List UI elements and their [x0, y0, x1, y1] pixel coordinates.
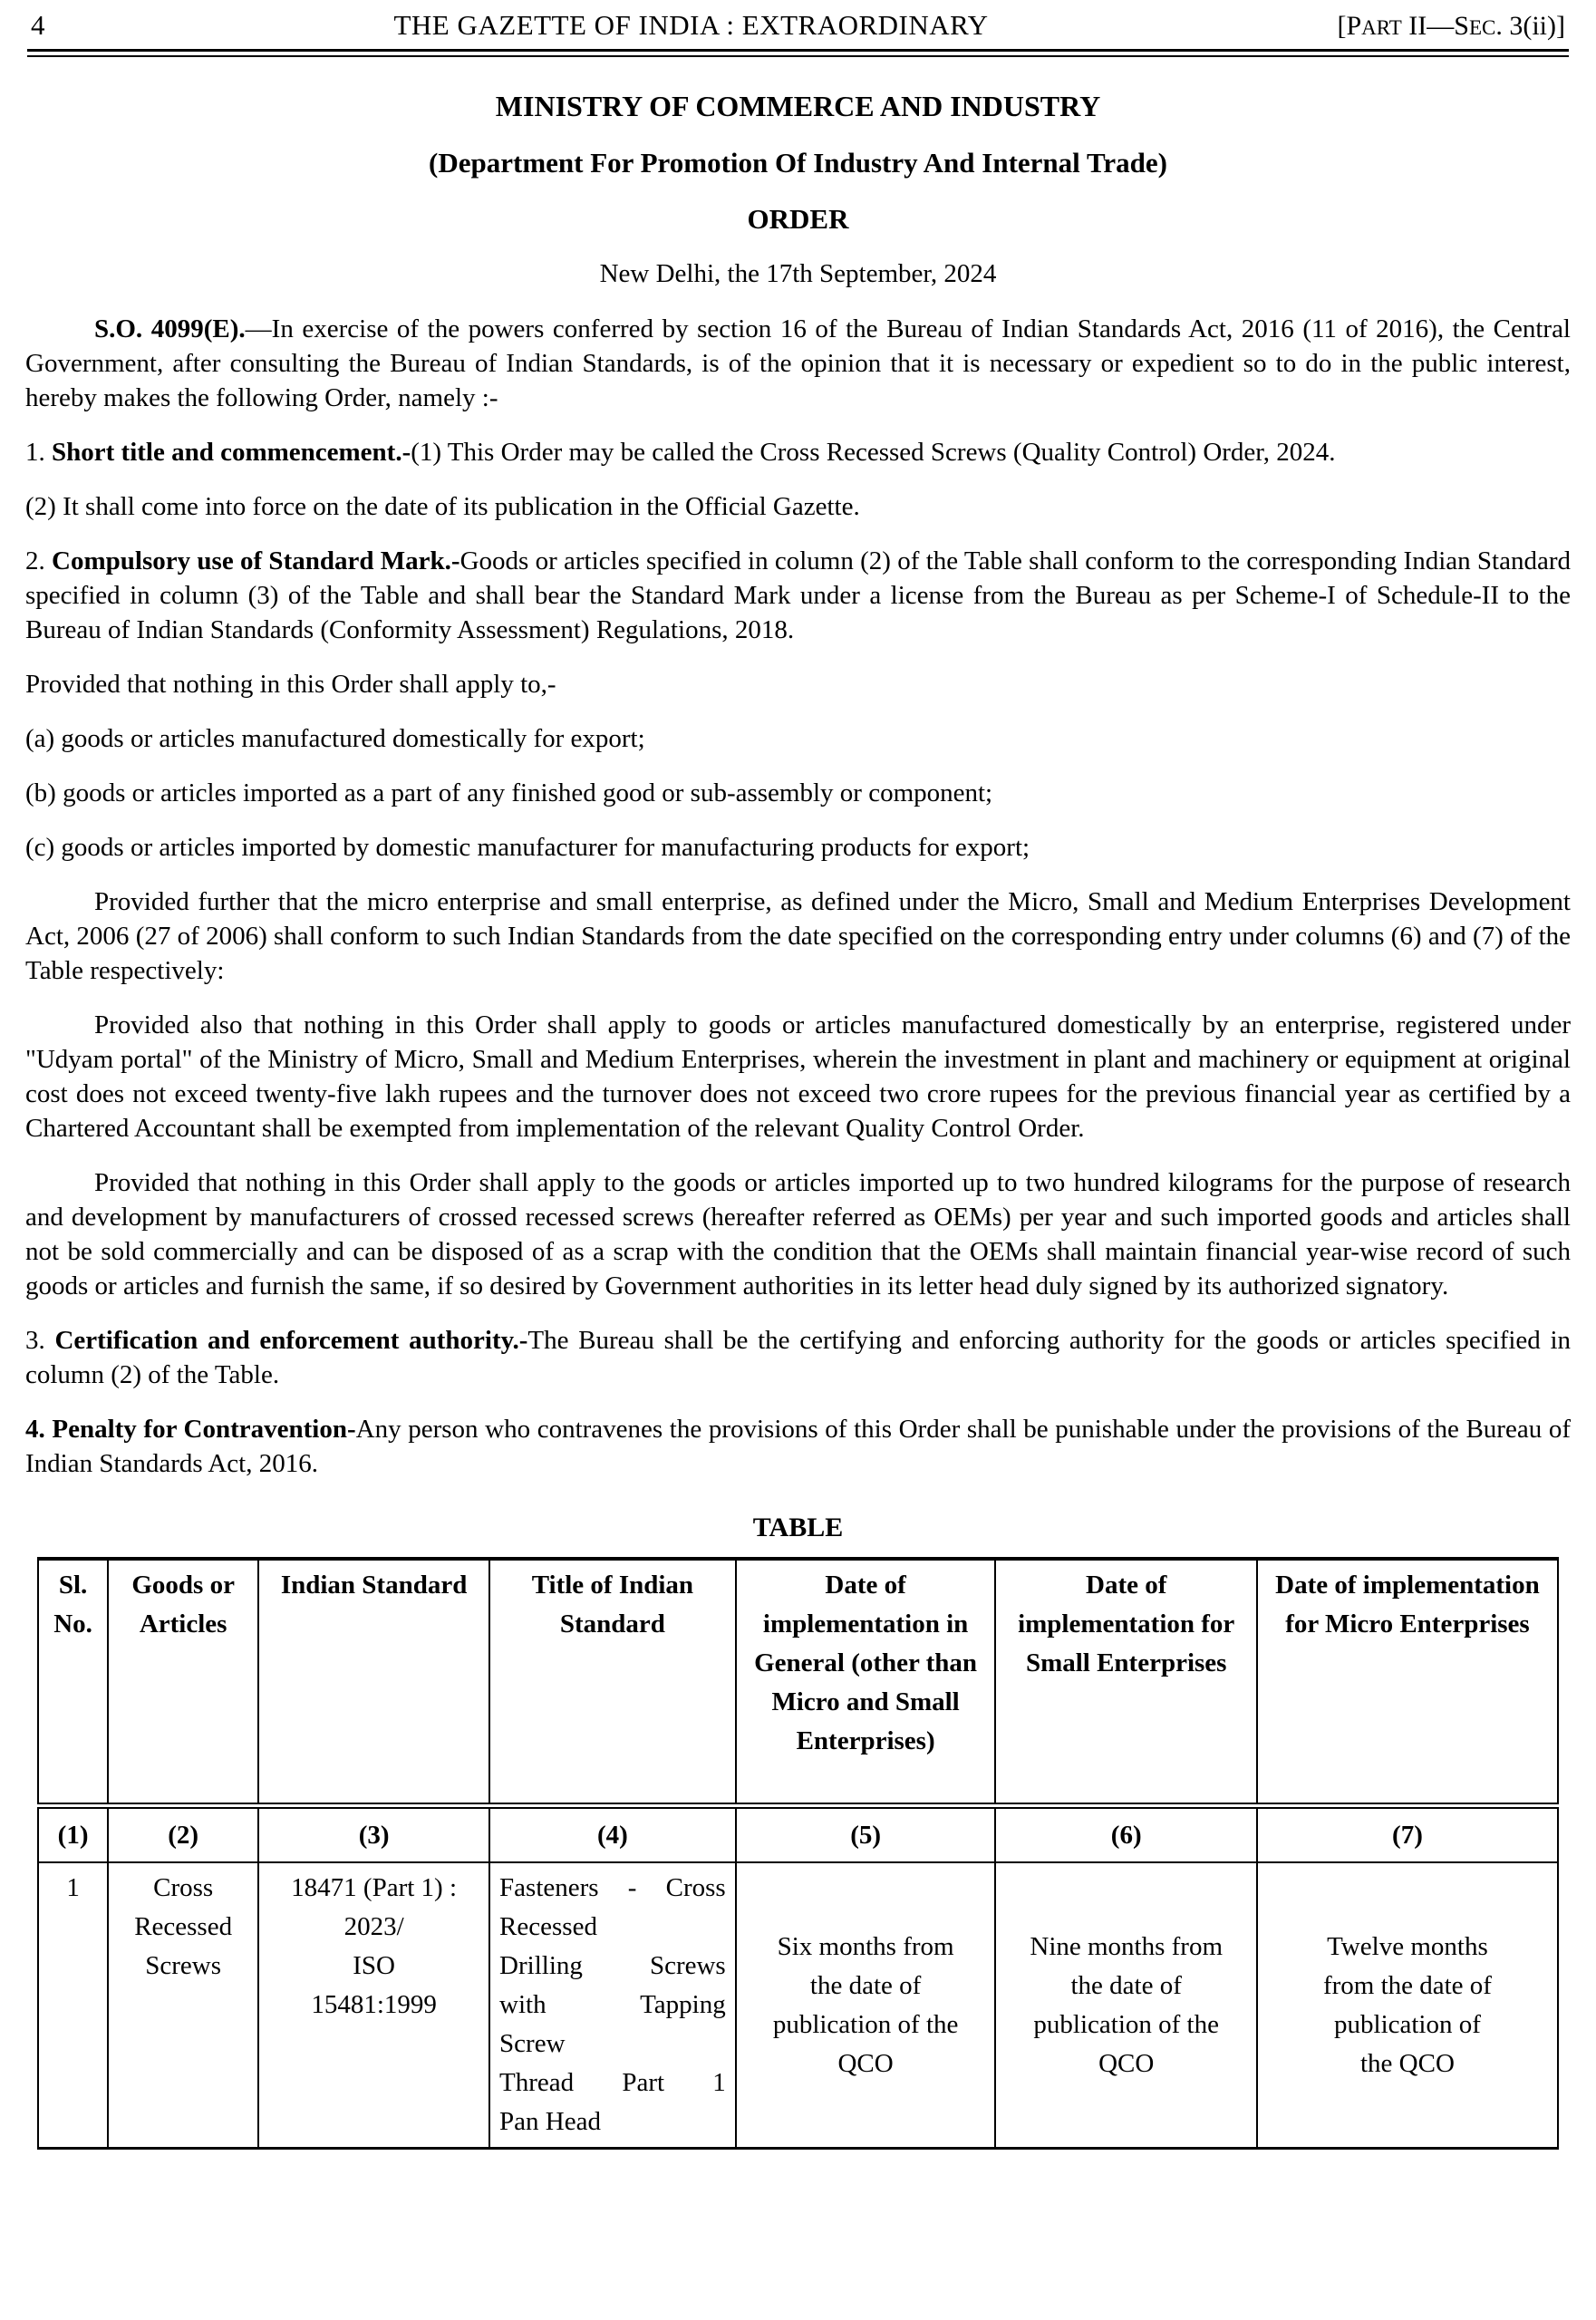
cell-line: Recessed	[499, 1912, 597, 1941]
paragraph	[25, 776, 1571, 810]
cell-line: Fasteners - Cross	[499, 1873, 726, 1902]
table-header-cell: Date of implementation for Small Enterprises	[995, 1559, 1256, 1806]
masthead	[25, 0, 1571, 49]
gazette-title: THE GAZETTE OF INDIA : EXTRAORDINARY	[393, 9, 989, 41]
table-cell	[995, 1862, 1256, 2149]
paragraph-text: (1) This Order may be called the Cross Recessed Screws (Quality Control) Order, 2024.	[411, 438, 1336, 467]
column-number-cell: (5)	[736, 1806, 996, 1863]
table-header-cell: Sl. No.	[38, 1559, 108, 1806]
paragraph-lead: Certification and enforcement authority.-	[54, 1326, 528, 1355]
paragraph-text: (b) goods or articles imported as a part of any finished good or sub-assembly or component;	[25, 778, 993, 807]
paragraph-text: (2) It shall come into force on the date of its publication in the Official Gazette.	[25, 492, 860, 521]
part-reference-text: . 3(ii)]	[1495, 11, 1565, 41]
masthead-divider-rule	[27, 49, 1569, 57]
cell-line: QCO	[1098, 2048, 1155, 2078]
document-body	[25, 312, 1571, 1481]
column-number-cell: (3)	[258, 1806, 489, 1863]
table-cell	[258, 1862, 489, 2149]
cell-line: ISO	[353, 1951, 395, 1980]
paragraph-text: Provided that nothing in this Order shall apply to,-	[25, 670, 556, 699]
paragraph-lead: Short title and commencement.-	[52, 438, 411, 467]
paragraph-lead: Compulsory use of Standard Mark.-	[52, 546, 460, 575]
table-cell	[489, 1862, 736, 2149]
paragraph-text: —In exercise of the powers conferred by section 16 of the Bureau of Indian Standards Act, 2016 (11 of 2016), the Central Government, after consulting the Bureau of Indian Standards, is of the opinion that it is necessary or expedient so to do in the public interest, hereby makes the following Order, namely :-	[25, 314, 1571, 412]
cell-line: 18471 (Part 1) :	[291, 1873, 458, 1902]
paragraph	[25, 721, 1571, 756]
cell-line: Recessed	[134, 1912, 233, 1941]
table-cell	[108, 1862, 258, 2149]
cell-line: QCO	[837, 2048, 894, 2078]
cell-line: the QCO	[1360, 2048, 1455, 2078]
paragraph	[25, 435, 1571, 469]
cell-line: 2023/	[343, 1912, 404, 1941]
part-reference-text: II—S	[1401, 11, 1469, 41]
paragraph-text: (a) goods or articles manufactured domestically for export;	[25, 724, 645, 753]
column-number-cell: (1)	[38, 1806, 108, 1863]
cell-line: Cross	[153, 1873, 214, 1902]
table-cell	[1257, 1862, 1558, 2149]
paragraph	[25, 884, 1571, 988]
table-body	[38, 1862, 1558, 2149]
column-number-cell: (6)	[995, 1806, 1256, 1863]
paragraph	[25, 312, 1571, 415]
paragraph-lead: 4. Penalty for Contravention-	[25, 1415, 356, 1444]
cell-line: publication of the	[1033, 2009, 1219, 2039]
cell-line: publication of the	[772, 2009, 959, 2039]
dateline: New Delhi, the 17th September, 2024	[599, 259, 997, 288]
cell-line: Screw	[499, 2029, 566, 2058]
part-reference-smallcaps: ART	[1361, 16, 1402, 39]
paragraph-number: 1.	[25, 438, 52, 467]
paragraph-number: 2.	[25, 546, 53, 575]
paragraph	[25, 830, 1571, 865]
department-title: (Department For Promotion Of Industry And Internal Trade)	[429, 147, 1167, 179]
table-header-cell: Title of Indian Standard	[489, 1559, 736, 1806]
cell-line: with Tapping	[499, 1990, 726, 2019]
table-header-cell: Date of implementation for Micro Enterprises	[1257, 1559, 1558, 1806]
paragraph-text: The Bureau shall be the certifying and enforcing authority for the goods or articles specified in column (2) of the Table.	[25, 1326, 1571, 1389]
cell-line: publication of	[1334, 2009, 1481, 2039]
cell-line: Twelve months	[1327, 1931, 1488, 1961]
table-header-row	[38, 1559, 1558, 1806]
paragraph-text: Provided also that nothing in this Order shall apply to goods or articles manufactured domestically by an enterprise, registered under "Udyam portal" of the Ministry of Micro, Small and Medium Enterprises, wherein the investment in plant and machinery or equipment at original cost does not exceed twenty-five lakh rupees and the turnover does not exceed two crore rupees for the previous financial year as certified by a Chartered Accountant shall be exempted from implementation of the relevant Quality Control Order.	[25, 1010, 1571, 1143]
paragraph	[25, 667, 1571, 701]
column-number-cell: (7)	[1257, 1806, 1558, 1863]
cell-line: Six months from	[777, 1931, 954, 1961]
paragraph-text: Provided that nothing in this Order shall apply to the goods or articles imported up to two hundred kilograms for the purpose of research and development by manufacturers of crossed recessed screws (hereafter referred as OEMs) per year and such imported goods and articles shall not be sold commercially and can be disposed of as a scrap with the condition that the OEMs shall maintain financial year-wise record of such goods or articles and furnish the same, if so desired by Government authorities in its letter head duly signed by its authorized signatory.	[25, 1168, 1571, 1300]
cell-line: Thread Part 1	[499, 2068, 726, 2097]
paragraph-text: Provided further that the micro enterprise and small enterprise, as defined under the Micro, Small and Medium Enterprises Development Act, 2006 (27 of 2006) shall conform to such Indian Standards from the date specified on the corresponding entry under columns (6) and (7) of the Table respectively:	[25, 887, 1571, 985]
paragraph	[25, 544, 1571, 647]
part-reference	[1337, 11, 1565, 42]
cell-line: Screws	[145, 1951, 222, 1980]
column-number-row	[38, 1806, 1558, 1863]
part-reference-text: [P	[1337, 11, 1362, 41]
paragraph-text: (c) goods or articles imported by domestic manufacturer for manufacturing products for export;	[25, 833, 1030, 862]
ministry-title: MINISTRY OF COMMERCE AND INDUSTRY	[495, 90, 1101, 122]
cell-line: the date of	[809, 1970, 922, 2000]
paragraph	[25, 489, 1571, 524]
paragraph-number: 3.	[25, 1326, 55, 1355]
column-number-cell: (2)	[108, 1806, 258, 1863]
table-header-cell: Indian Standard	[258, 1559, 489, 1806]
paragraph	[25, 1323, 1571, 1392]
cell-line: Pan Head	[499, 2107, 601, 2136]
table-header-cell: Goods or Articles	[108, 1559, 258, 1806]
cell-line: 15481:1999	[311, 1990, 437, 2019]
table-header-cell: Date of implementation in General (other than Micro and Small Enterprises)	[736, 1559, 996, 1806]
standards-table	[37, 1557, 1559, 2150]
table-cell	[736, 1862, 996, 2149]
column-number-cell: (4)	[489, 1806, 736, 1863]
cell-line: from the date of	[1322, 1970, 1492, 2000]
part-reference-smallcaps: EC	[1468, 16, 1496, 39]
cell-line: Nine months from	[1030, 1931, 1224, 1961]
paragraph-lead: S.O. 4099(E).	[94, 314, 246, 343]
table-row	[38, 1862, 1558, 2149]
table-head	[38, 1559, 1558, 1862]
order-heading: ORDER	[747, 203, 849, 235]
paragraph	[25, 1165, 1571, 1303]
paragraph-text: Any person who contravenes the provisions of this Order shall be punishable under the provisions of the Bureau of Indian Standards Act, 2016.	[25, 1415, 1571, 1478]
table-heading: TABLE	[752, 1513, 844, 1542]
paragraph-text: Goods or articles specified in column (2) of the Table shall conform to the corresponding Indian Standard specified in column (3) of the Table and shall bear the Standard Mark under a license from the Bureau as per Scheme-I of Schedule-II to the Bureau of Indian Standards (Conformity Assessment) Regulations, 2018.	[25, 546, 1571, 644]
table-cell: 1	[38, 1862, 108, 2149]
cell-line: the date of	[1070, 1970, 1182, 2000]
paragraph	[25, 1412, 1571, 1481]
paragraph	[25, 1008, 1571, 1146]
cell-line: Drilling Screws	[499, 1951, 726, 1980]
page-number: 4	[31, 9, 45, 41]
